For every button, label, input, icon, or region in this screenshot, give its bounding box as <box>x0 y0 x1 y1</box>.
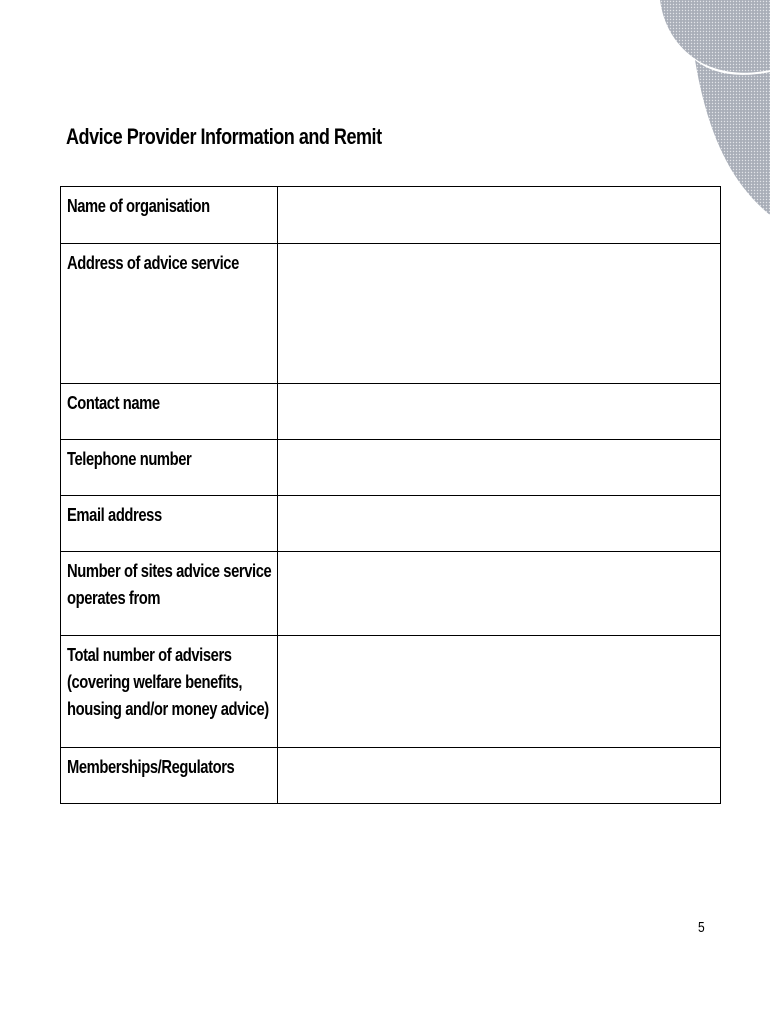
page-title: Advice Provider Information and Remit <box>66 124 382 149</box>
total-number-of-advisers-field[interactable] <box>278 636 721 748</box>
field-label-name-of-organisation: Name of organisation <box>67 196 210 216</box>
table-row <box>61 244 721 384</box>
memberships-regulators-field[interactable] <box>278 748 721 804</box>
field-label-cell <box>61 384 278 440</box>
email-address-field[interactable] <box>278 496 721 552</box>
field-label-cell <box>61 244 278 384</box>
field-label-cell <box>61 636 278 748</box>
table-row <box>61 384 721 440</box>
field-label-total-number-of-advisers: Total number of advisers (covering welfare benefits, housing and/or money advice) <box>67 645 269 719</box>
page-number: 5 <box>698 919 705 936</box>
field-label-contact-name: Contact name <box>67 393 160 413</box>
table-row <box>61 552 721 636</box>
field-label-cell <box>61 440 278 496</box>
table-row <box>61 636 721 748</box>
address-of-advice-service-field[interactable] <box>278 244 721 384</box>
field-label-cell <box>61 748 278 804</box>
contact-name-field[interactable] <box>278 384 721 440</box>
field-label-cell <box>61 552 278 636</box>
table-row <box>61 748 721 804</box>
table-row <box>61 187 721 244</box>
field-label-number-of-sites: Number of sites advice service operates from <box>67 561 272 608</box>
field-label-cell <box>61 496 278 552</box>
field-label-memberships-regulators: Memberships/Regulators <box>67 757 235 777</box>
field-label-cell <box>61 187 278 244</box>
name-of-organisation-field[interactable] <box>278 187 721 244</box>
field-label-telephone-number: Telephone number <box>67 449 192 469</box>
number-of-sites-field[interactable] <box>278 552 721 636</box>
decorative-corner-swoosh-icon <box>660 0 770 215</box>
provider-info-form-table <box>60 186 721 804</box>
table-row <box>61 440 721 496</box>
field-label-email-address: Email address <box>67 505 162 525</box>
field-label-address-of-advice-service: Address of advice service <box>67 253 239 273</box>
telephone-number-field[interactable] <box>278 440 721 496</box>
table-row <box>61 496 721 552</box>
